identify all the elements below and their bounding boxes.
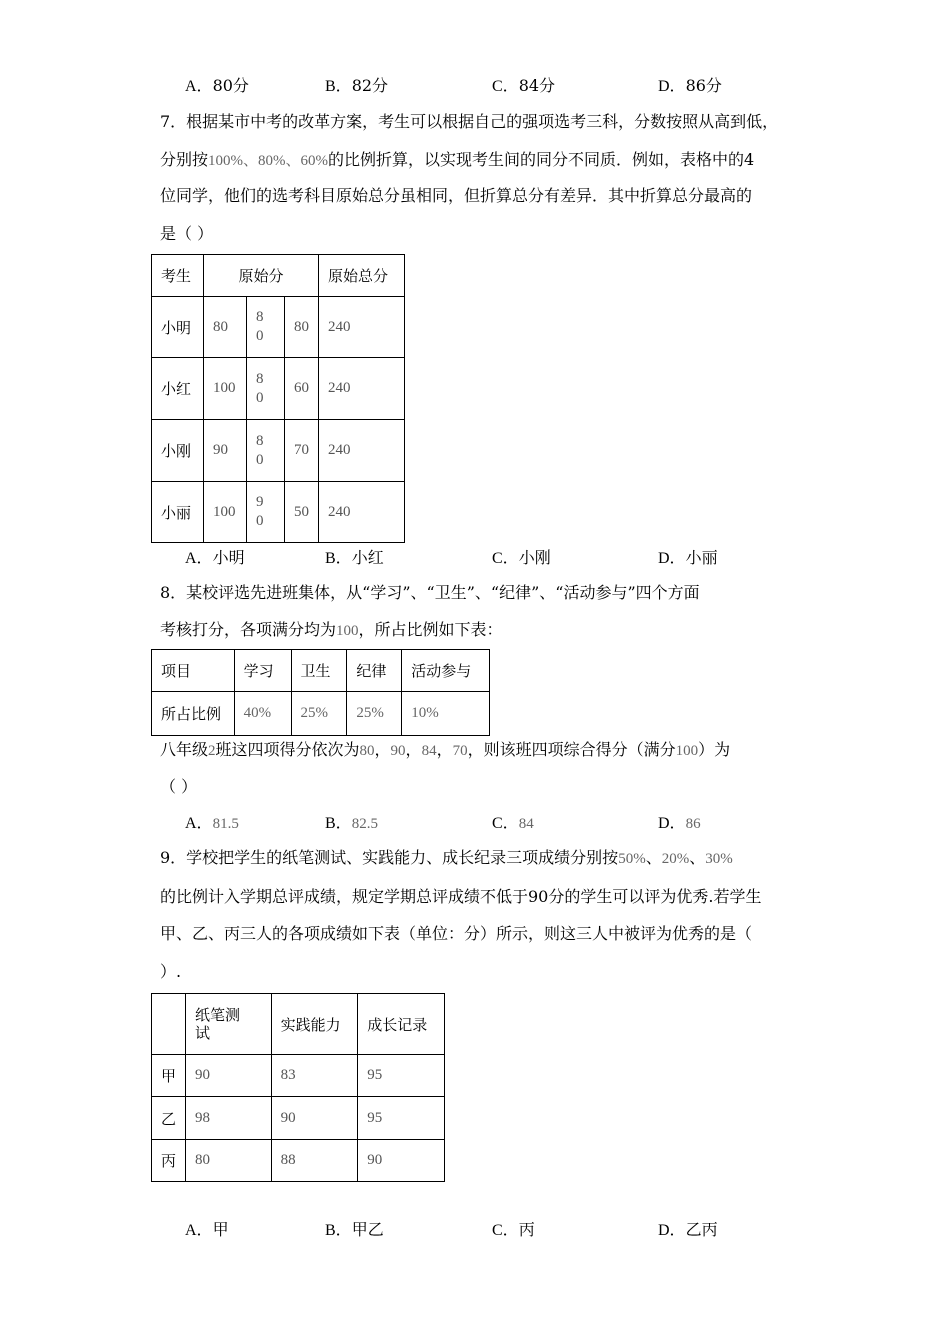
q8-option-d[interactable]: D．86	[658, 815, 701, 832]
table-header: 原始分	[204, 255, 319, 297]
q7-option-a[interactable]: A．小明	[185, 548, 245, 567]
q9-option-d[interactable]: D．乙丙	[658, 1220, 718, 1239]
q6-option-d[interactable]: D．86分	[658, 76, 722, 95]
q6-option-a[interactable]: A．80分	[185, 76, 249, 95]
q8-option-a[interactable]: A．81.5	[185, 815, 239, 832]
table-row: 乙 98 90 95	[152, 1097, 445, 1140]
q8-option-b[interactable]: B．82.5	[325, 815, 378, 832]
q7-stem-line4: 是（ ）	[160, 224, 214, 243]
q7-score-table	[151, 254, 405, 543]
q7-option-b[interactable]: B．小红	[325, 548, 384, 567]
table-row: 小明 80 8 0 80 240	[152, 297, 405, 358]
q8-stem-line1: 8．某校评选先进班集体，从“学习”、“卫生”、“纪律”、“活动参与”四个方面	[160, 583, 700, 602]
q8-option-c[interactable]: C．84	[492, 815, 534, 832]
q9-option-c[interactable]: C．丙	[492, 1220, 535, 1239]
table-header: 纸笔测 试	[185, 994, 271, 1055]
q6-option-b[interactable]: B．82分	[325, 76, 389, 95]
q8-stem-line2: 考核打分，各项满分均为100，所占比例如下表：	[160, 620, 503, 639]
q7-stem-line1: 7．根据某市中考的改革方案，考生可以根据自己的强项选考三科，分数按照从高到低，	[160, 112, 779, 131]
q9-stem-line1: 9．学校把学生的纸笔测试、实践能力、成长纪录三项成绩分别按50%、20%、30%	[160, 848, 733, 867]
q8-weight-table	[151, 649, 490, 736]
q9-score-table	[151, 993, 445, 1182]
table-row: 小丽 100 9 0 50 240	[152, 482, 405, 543]
q9-option-b[interactable]: B．甲乙	[325, 1220, 384, 1239]
table-header: 学习	[234, 650, 291, 692]
table-header: 项目	[152, 650, 235, 692]
q9-stem-line4: ）.	[160, 962, 182, 981]
q9-stem-line3: 甲、乙、丙三人的各项成绩如下表（单位：分）所示，则这三人中被评为优秀的是（	[160, 924, 753, 943]
table-header: 成长记录	[358, 994, 445, 1055]
table-row: 小刚 90 8 0 70 240	[152, 420, 405, 482]
q8-stem-line4: （ ）	[160, 777, 198, 796]
table-row: 甲 90 83 95	[152, 1055, 445, 1097]
q6-option-c[interactable]: C．84分	[492, 76, 556, 95]
q9-option-a[interactable]: A．甲	[185, 1220, 229, 1239]
table-header: 考生	[152, 255, 204, 297]
table-header: 纪律	[347, 650, 402, 692]
table-header: 活动参与	[402, 650, 490, 692]
q7-stem-line2: 分别按100%、80%、60%的比例折算，以实现考生间的同分不同质．例如，表格中的4	[160, 150, 755, 169]
q8-stem-line3: 八年级2班这四项得分依次为80，90，84，70，则该班四项综合得分（满分100）为	[160, 740, 731, 759]
table-header: 卫生	[291, 650, 347, 692]
q7-option-c[interactable]: C．小刚	[492, 548, 551, 567]
q7-stem-line3: 位同学，他们的选考科目原始总分虽相同，但折算总分有差异．其中折算总分最高的	[160, 186, 753, 205]
table-row: 丙 80 88 90	[152, 1140, 445, 1182]
table-header	[152, 994, 186, 1055]
table-header: 实践能力	[271, 994, 358, 1055]
table-header: 原始总分	[319, 255, 405, 297]
table-row: 小红 100 8 0 60 240	[152, 358, 405, 420]
q7-option-d[interactable]: D．小丽	[658, 548, 718, 567]
table-row: 所占比例 40% 25% 25% 10%	[152, 692, 490, 736]
q9-stem-line2: 的比例计入学期总评成绩，规定学期总评成绩不低于90分的学生可以评为优秀.若学生	[160, 887, 762, 906]
